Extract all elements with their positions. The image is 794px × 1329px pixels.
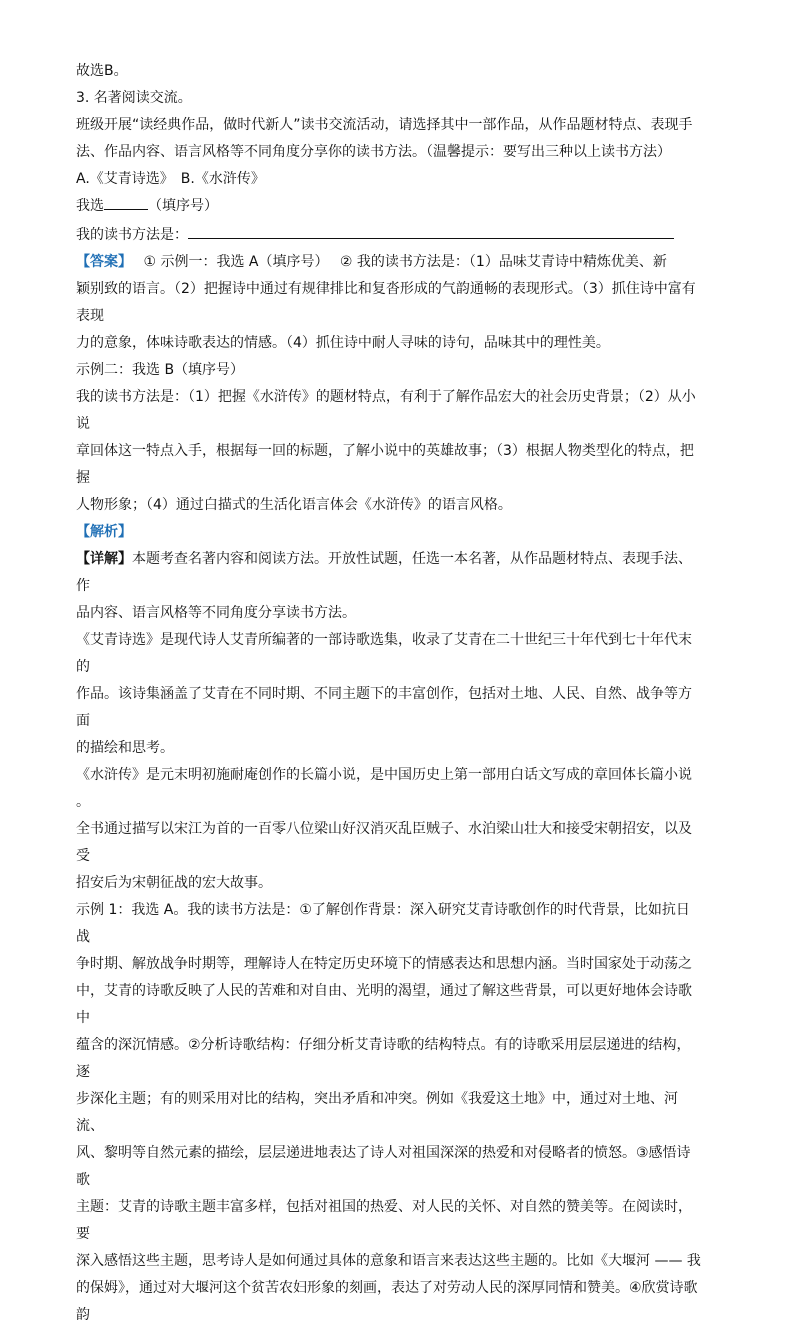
text-line: 力的意象，体味诗歌表达的情感。（4）抓住诗中耐人寻味的诗句，品味其中的理性美。 (76, 335, 610, 351)
method-line (76, 220, 702, 249)
options-line: A.《艾青诗选》 B.《水浒传》 (76, 171, 265, 187)
text-line: 示例 1：我选 A。我的读书方法是：①了解创作背景：深入研究艾青诗歌创作的时代背景，比如抗日战 (76, 902, 690, 945)
analysis-line (76, 519, 702, 546)
choice-hint: （填序号） (148, 198, 218, 214)
method-label: 我的读书方法是： (76, 227, 188, 243)
choice-line (76, 193, 702, 220)
text-line: 的描绘和思考。 (76, 740, 174, 756)
answer-tag: 【答案】 (76, 254, 125, 270)
text-line: 风、黎明等自然元素的描绘，层层递进地表达了诗人对祖国深深的热爱和对侵略者的愤怒。③感悟诗歌 (76, 1145, 691, 1188)
choice-blank (104, 193, 148, 210)
text-line: 争时期、解放战争时期等，理解诗人在特定历史环境下的情感表达和思想内涵。当时国家处于动荡之 (76, 956, 692, 972)
answer-line (76, 249, 702, 276)
text-line: 章回体这一特点入手，根据每一回的标题，了解小说中的英雄故事；（3）根据人物类型化的特点，把握 (76, 443, 694, 486)
text-line: 《艾青诗选》是现代诗人艾青所编著的一部诗歌选集，收录了艾青在二十世纪三十年代到七十年代末的 (76, 632, 692, 675)
text-line: 作品。该诗集涵盖了艾青在不同时期、不同主题下的丰富创作，包括对土地、人民、自然、战争等方面 (76, 686, 692, 729)
text-line: 深入感悟这些主题，思考诗人是如何通过具体的意象和语言来表达这些主题的。比如《大堰河 —— 我 (76, 1253, 701, 1269)
text-line: 中，艾青的诗歌反映了人民的苦难和对自由、光明的渴望，通过了解这些背景，可以更好地体会诗歌中 (76, 983, 692, 1026)
text-line: 我的读书方法是：（1）把握《水浒传》的题材特点，有利于了解作品宏大的社会历史背景；（2）从小说 (76, 389, 696, 432)
text-line: 颖别致的语言。（2）把握诗中通过有规律排比和复沓形成的气韵通畅的表现形式。（3）抓住诗中富有表现 (76, 281, 696, 324)
analysis-tag: 【解析】 (76, 524, 132, 540)
text-line: 人物形象；（4）通过白描式的生活化语言体会《水浒传》的语言风格。 (76, 497, 512, 513)
text-line: 蕴含的深沉情感。②分析诗歌结构：仔细分析艾青诗歌的结构特点。有的诗歌采用层层递进的结构，逐 (76, 1037, 691, 1080)
text-line: 全书通过描写以宋江为首的一百零八位梁山好汉消灭乱臣贼子、水泊梁山壮大和接受宋朝招安，以及受 (76, 821, 692, 864)
detail-text: 本题考查名著内容和阅读方法。开放性试题，任选一本名著，从作品题材特点、表现手法、作 (76, 551, 692, 594)
text-line: 品内容、语言风格等不同角度分享读书方法。 (76, 605, 356, 621)
text-line: 的保姆》，通过对大堰河这个贫苦农妇形象的刻画，表达了对劳动人民的深厚同情和赞美。④欣赏诗歌韵 (76, 1280, 698, 1323)
text-line: 《水浒传》是元末明初施耐庵创作的长篇小说，是中国历史上第一部用白话文写成的章回体长篇小说 。 (76, 767, 697, 810)
text-line: 招安后为宋朝征战的宏大故事。 (76, 875, 272, 891)
text-line: 故选B。 (76, 63, 128, 79)
text-line: 主题：艾青的诗歌主题丰富多样，包括对祖国的热爱、对人民的关怀、对自然的赞美等。在阅读时，要 (76, 1199, 692, 1242)
question-title: 3. 名著阅读交流。 (76, 90, 192, 106)
text-line: 示例二：我选 B（填序号） (76, 362, 245, 378)
text-line: 法、作品内容、语言风格等不同角度分享你的读书方法。（温馨提示：要写出三种以上读书方法） (76, 144, 671, 160)
text-line: 班级开展“读经典作品，做时代新人”读书交流活动，请选择其中一部作品，从作品题材特点、表现手 (76, 117, 693, 133)
text-line: 步深化主题；有的则采用对比的结构，突出矛盾和冲突。例如《我爱这土地》中，通过对土地、河流、 (76, 1091, 678, 1134)
method-blank (188, 220, 674, 239)
detail-line (76, 546, 702, 600)
answer-text: ① 示例一：我选 A（填序号） ② 我的读书方法是：（1）品味艾青诗中精炼优美、新 (125, 254, 667, 270)
choice-label: 我选 (76, 198, 104, 214)
detail-tag: 【详解】 (76, 551, 132, 567)
